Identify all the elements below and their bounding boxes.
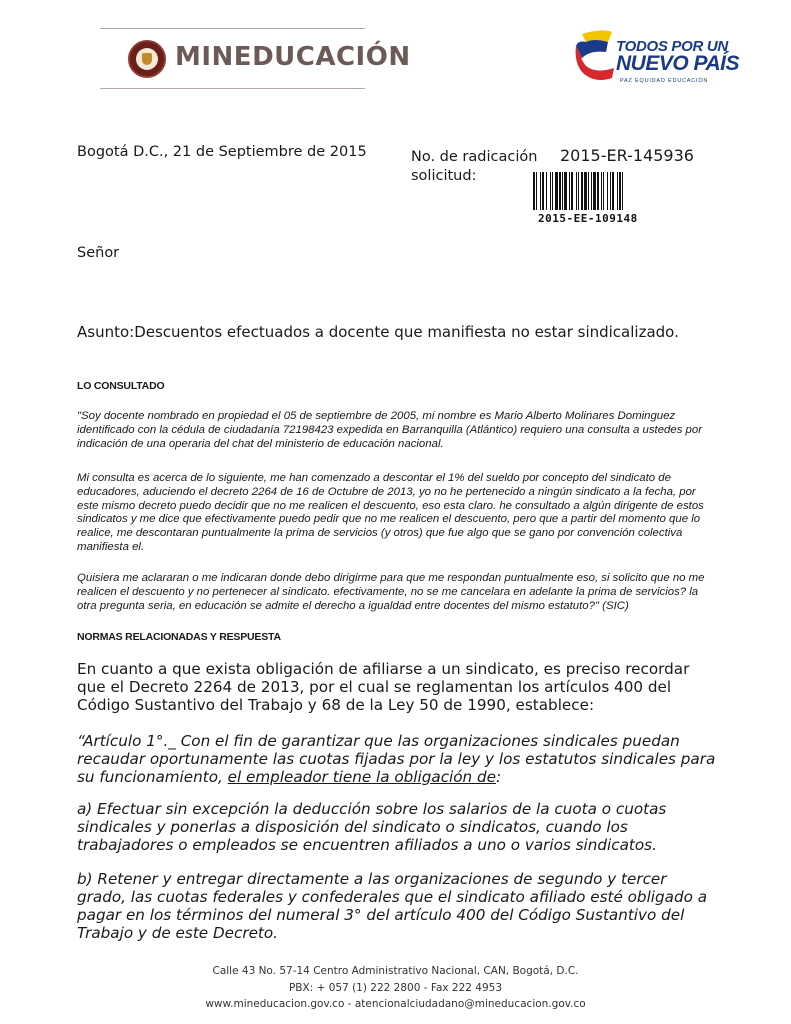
radicacion-number: 2015-ER-145936 (560, 146, 694, 165)
barcode-bar (593, 172, 596, 210)
barcode-bar (607, 172, 608, 210)
barcode-bar (591, 172, 592, 210)
barcode-bar (576, 172, 577, 210)
consulta-paragraph-3: Quisiera me aclararan o me indicaran donde debo dirigirme para que me respondan puntualmente eso, si solicito que no me realicen el descuento y no pertenecer al sindicato. efectivamente, no se me cancelara en adelante la prima de servicios? la otra pregunta seria, en educación se admite el derecho a igualdad entre docentes del mismo estatuto?" (SIC) (77, 572, 705, 612)
header-rule-bottom (100, 88, 365, 89)
logo-stripe-blue (576, 40, 608, 58)
barcode-bar (571, 172, 573, 210)
respuesta-paragraph-1: En cuanto a que exista obligación de afiliarse a un sindicato, es preciso recordar que el Decreto 2264 de 2013, por el cual se reglamentan los artículos 400 del Código Sustantivo del Trabajo y 68 de la Ley 50 de 1990, establece: (77, 660, 690, 714)
slogan-line2: NUEVO PAÍS (616, 52, 739, 75)
footer-phone: PBX: + 057 (1) 222 2800 - Fax 222 4953 (288, 982, 503, 994)
header-rule-top (100, 28, 365, 29)
footer-web: www.mineducacion.gov.co - atencionalciudadano@mineducacion.gov.co (205, 998, 586, 1010)
barcode-bar (559, 172, 561, 210)
barcode-bar (555, 172, 558, 210)
barcode-bar (610, 172, 611, 210)
barcode-bar (542, 172, 544, 210)
barcode-bar (564, 172, 567, 210)
respuesta-literal-b: b) Retener y entregar directamente a las organizaciones de segundo y tercer grado, las cuotas federales y confederales que el sindicato afiliado esté obligado a pagar en los términos del numeral 3° del artículo 400 del Código Sustantivo del Trabajo y de este Decreto. (77, 870, 708, 942)
footer-address: Calle 43 No. 57-14 Centro Administrativo Nacional, CAN, Bogotá, D.C. (212, 965, 579, 977)
barcode-bar (603, 172, 604, 210)
barcode-bar (617, 172, 618, 210)
slogan-tagline: PAZ EQUIDAD EDUCACIÓN (620, 78, 709, 84)
respuesta-literal-a: a) Efectuar sin excepción la deducción sobre los salarios de la cuota o cuotas sindicales y ponerlas a disposición del sindicato o sindicatos, cuando los trabajadores o empleados se encuentren afiliados a uno o varios sindicatos. (77, 800, 667, 854)
barcode-bar (597, 172, 599, 210)
barcode-bar (546, 172, 547, 210)
barcode-icon (533, 172, 661, 210)
barcode-bar (622, 172, 623, 210)
barcode-bar (569, 172, 570, 210)
consulta-paragraph-2: Mi consulta es acerca de lo siguiente, me han comenzado a descontar el 1% del sueldo por concepto del sindicato de educadores, aduciendo el decreto 2264 de 16 de Octubre de 2013, yo no he pertenecido a ningún sindicato a la fecha, por este mismo decreto puedo decidir que no me realicen el descuento, eso esta claro. he consultado a algún dirigente de estos sindicatos y me dice que efectivamente puedo pedir que no me realicen el descuento, pero que a partir del momento que lo realice, me descontaran puntualmente la prima de servicios (y otros) que fue algo que se gano por convención colectiva manifiesta el. (77, 472, 704, 553)
mineducacion-brand: MINEDUCACIÓN (175, 42, 411, 72)
article-1-text: “Artículo 1°._ Con el fin de garantizar que las organizaciones sindicales puedan recaudar oportunamente las cuotas fijadas por la ley y los estatutos sindicales para su funcionamiento (77, 732, 716, 786)
subject-line: Asunto:Descuentos efectuados a docente que manifiesta no estar sindicalizado. (77, 323, 679, 341)
barcode-bar (550, 172, 551, 210)
barcode-bar (540, 172, 541, 210)
barcode-bar (562, 172, 563, 210)
respuesta-article-1 (77, 732, 717, 786)
barcode-bar (619, 172, 621, 210)
coat-of-arms-seal-icon (128, 40, 166, 78)
barcode-bar (588, 172, 589, 210)
letter-date: Bogotá D.C., 21 de Septiembre de 2015 (77, 144, 367, 160)
barcode-bar (536, 172, 537, 210)
consulta-paragraph-1: "Soy docente nombrado en propiedad el 05 de septiembre de 2005, mi nombre es Mario Alberto Molinares Dominguez identificado con la cédula de ciudadanía 72198423 expedida en Barranquilla (Atlántico) requiero una consulta a ustedes por indicación de una operaria del chat del ministerio de educación nacional. (77, 410, 703, 450)
barcode-bar (552, 172, 553, 210)
barcode-bar (601, 172, 602, 210)
slogan-line1: TODOS POR UN (616, 38, 728, 55)
barcode-bar (612, 172, 614, 210)
barcode-bar (584, 172, 587, 210)
radicacion-label: No. de radicación solicitud: (411, 149, 538, 184)
barcode-bar (581, 172, 583, 210)
article-1-comma: , (218, 768, 228, 786)
salutation: Señor (77, 245, 120, 261)
section-heading-lo-consultado: LO CONSULTADO (77, 380, 165, 392)
section-heading-normas: NORMAS RELACIONADAS Y RESPUESTA (77, 631, 281, 643)
article-1-underlined: el empleador tiene la obligación de (227, 768, 496, 786)
barcode-bar (578, 172, 579, 210)
barcode-number: 2015-EE-109148 (538, 212, 638, 225)
barcode-bar (533, 172, 535, 210)
article-1-colon: : (496, 768, 502, 786)
